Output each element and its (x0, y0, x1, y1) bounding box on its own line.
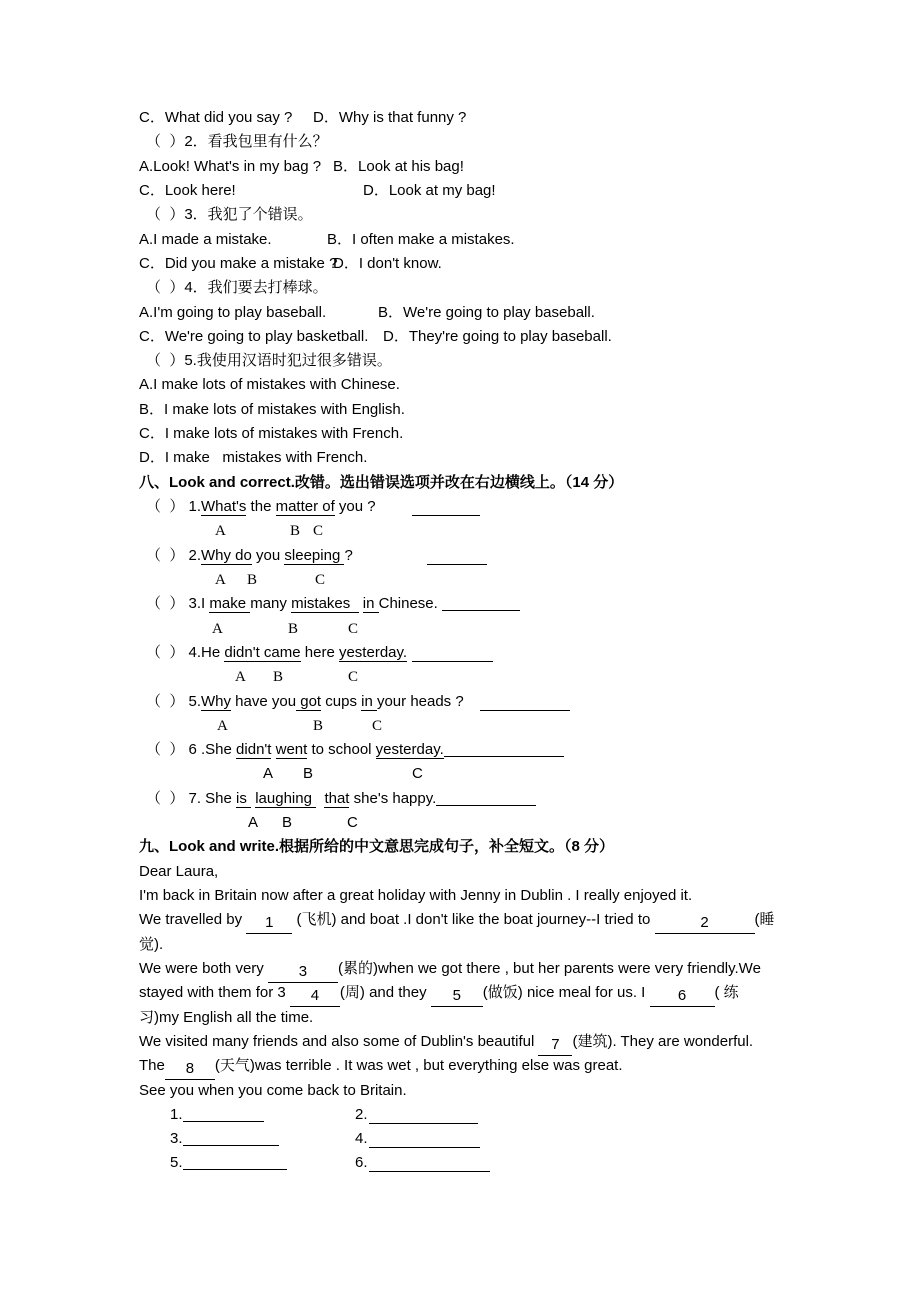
answer-row (139, 1151, 920, 1175)
option-line (139, 398, 920, 422)
text-segment: (建筑). They are wonderful. (572, 1032, 754, 1050)
answer-blank (183, 1103, 264, 1122)
text-segment: B (288, 620, 299, 637)
abc-row (139, 568, 920, 592)
answer-blank (444, 738, 564, 757)
text-segment: matter of (275, 498, 335, 515)
text-segment: 八、Look and correct.改错。选出错误选项并改在右边横线上。（14 分） (139, 473, 624, 491)
question-line (139, 738, 920, 762)
text-segment: （ ）2．看我包里有什么？ (146, 133, 328, 151)
option-line (139, 422, 920, 446)
text-segment: B．We're going to play baseball. (378, 303, 595, 321)
option-line (139, 373, 920, 397)
text-segment: C (315, 571, 326, 588)
prompt-line (139, 349, 920, 373)
letter-line (139, 1079, 920, 1103)
letter-line (139, 957, 920, 981)
letter-line (139, 1030, 920, 1054)
question-line (139, 495, 920, 519)
question-line (139, 787, 920, 811)
text-segment: to school (307, 741, 376, 759)
letter-line (139, 933, 920, 957)
answer-blank (427, 546, 487, 565)
text-segment: didn't came (224, 643, 301, 661)
option-line (139, 252, 920, 276)
text-segment: Why (201, 692, 232, 710)
numbered-blank-4: 4 (290, 988, 340, 1007)
text-segment: （ ） 4.He (146, 643, 225, 661)
text-segment: What's (201, 498, 247, 515)
text-segment: yesterday. (375, 741, 444, 759)
numbered-blank-7: 7 (538, 1037, 572, 1056)
text-segment: A (215, 523, 226, 540)
numbered-blank-1: 1 (246, 915, 292, 934)
text-segment: ( 练 (714, 984, 739, 1002)
answer-blank (183, 1127, 279, 1146)
text-segment: D．Why is that funny ? (313, 109, 467, 126)
text-segment: yesterday. (338, 643, 408, 661)
text-segment: We visited many friends and also some of Dublin's beautiful (139, 1032, 539, 1050)
letter-line (139, 1006, 920, 1030)
answer-blank (442, 592, 520, 611)
text-segment: A (248, 814, 259, 832)
text-segment: （ ）5.我使用汉语时犯过很多错误。 (146, 352, 392, 370)
text-segment: A.I make lots of mistakes with Chinese. (139, 376, 400, 394)
numbered-blank-8: 8 (165, 1061, 215, 1080)
text-segment: Dear Laura, (139, 862, 219, 880)
abc-row (139, 519, 920, 543)
text-segment: she's happy. (349, 789, 437, 807)
answer-blank (480, 692, 570, 711)
abc-row (139, 617, 920, 641)
text-segment: （ ） 1. (146, 498, 202, 515)
text-segment: We travelled by (139, 911, 247, 929)
letter-line (139, 908, 920, 932)
text-segment (271, 741, 275, 758)
letter-line (139, 860, 920, 884)
text-segment: A.I made a mistake. (139, 230, 272, 248)
text-segment: C (348, 620, 359, 637)
prompt-line (139, 276, 920, 300)
text-segment: 4. (355, 1130, 368, 1148)
text-segment: （ ） 6 .She (146, 741, 237, 759)
text-segment: laughing (255, 789, 317, 807)
text-segment: you ? (334, 498, 376, 515)
text-segment: I'm back in Britain now after a great holiday with Jenny in Dublin . I really enjoyed it. (139, 887, 693, 904)
letter-line (139, 884, 920, 908)
option-line (139, 446, 920, 470)
text-segment: many (250, 595, 292, 613)
text-segment: (天气)was terrible . It was wet , but everything else was great. (214, 1057, 623, 1075)
abc-row (139, 665, 920, 689)
text-segment: （ ）4．我们要去打棒球。 (146, 279, 328, 297)
text-segment: is (236, 789, 252, 807)
text-segment: (累的)when we got there , but her parents were very friendly.We (337, 959, 761, 977)
text-segment: C (412, 765, 423, 783)
text-segment: C (313, 523, 324, 540)
text-segment: （ ） 7. She (146, 789, 237, 807)
text-segment: in (361, 692, 377, 710)
text-segment: A.Look! What's in my bag ? (139, 157, 322, 175)
text-segment: ? (344, 546, 353, 564)
text-segment: C．Look here! (139, 181, 236, 199)
answer-blank (412, 497, 480, 516)
option-line (139, 301, 920, 325)
answer-blank (369, 1129, 480, 1148)
text-segment: (周) and they (339, 984, 431, 1002)
text-segment: （ ） 2. (146, 546, 202, 564)
text-segment: （ ）3．我犯了个错误。 (146, 206, 313, 224)
answer-blank (412, 643, 493, 662)
text-segment: have you (231, 692, 297, 710)
text-segment: 九、Look and write.根据所给的中文意思完成句子，补全短文。（8 分） (139, 838, 615, 856)
text-segment: you (251, 546, 285, 564)
text-segment: A (215, 571, 226, 588)
text-segment: sleeping (284, 546, 345, 564)
text-segment: 3. (170, 1130, 183, 1148)
answer-row (139, 1103, 920, 1127)
option-line (139, 155, 920, 179)
text-segment: C (347, 814, 358, 832)
text-segment: B (247, 571, 258, 588)
option-line (139, 106, 920, 130)
text-segment: （ ） 3.I (146, 595, 210, 613)
text-segment: D．I don't know. (333, 254, 442, 272)
numbered-blank-5: 5 (431, 988, 483, 1007)
document-body (139, 106, 920, 1176)
text-segment: The (139, 1057, 165, 1075)
text-segment: B．I often make a mistakes. (327, 230, 515, 248)
text-segment: (做饭) nice meal for us. I (482, 984, 650, 1002)
answer-blank (369, 1153, 490, 1172)
option-line (139, 179, 920, 203)
letter-line (139, 1054, 920, 1078)
text-segment: C．We're going to play basketball. (139, 327, 369, 345)
text-segment: here (300, 643, 339, 661)
text-segment: (睡 (754, 911, 775, 929)
text-segment: A (217, 717, 228, 734)
text-segment: B (282, 814, 293, 832)
text-segment: B (273, 669, 284, 686)
text-segment: went (275, 741, 308, 759)
text-segment: B．I make lots of mistakes with English. (139, 400, 405, 418)
question-line (139, 690, 920, 714)
text-segment: （ ） 5. (146, 692, 202, 710)
text-segment: 2. (355, 1105, 368, 1123)
prompt-line (139, 130, 920, 154)
text-segment: make (209, 595, 251, 613)
text-segment: B (303, 765, 314, 783)
answer-blank (369, 1105, 478, 1124)
section-heading (139, 471, 920, 495)
text-segment: A.I'm going to play baseball. (139, 303, 327, 321)
option-line (139, 325, 920, 349)
text-segment: C (348, 669, 359, 686)
text-segment: stayed with them for 3 (139, 984, 290, 1002)
prompt-line (139, 203, 920, 227)
text-segment: that (324, 789, 350, 807)
text-segment: got (296, 692, 322, 710)
letter-line (139, 981, 920, 1005)
text-segment: 5. (170, 1154, 183, 1172)
text-segment: 习)my English all the time. (139, 1008, 314, 1026)
answer-blank (436, 787, 536, 806)
answer-row (139, 1127, 920, 1151)
option-line (139, 228, 920, 252)
numbered-blank-3: 3 (268, 964, 338, 983)
abc-row (139, 811, 920, 835)
text-segment: 6. (355, 1154, 368, 1172)
text-segment: 1. (170, 1105, 183, 1123)
text-segment: the (246, 498, 276, 515)
text-segment: D．I make mistakes with French. (139, 449, 368, 467)
text-segment: We were both very (139, 959, 268, 977)
question-line (139, 592, 920, 616)
text-segment: (飞机) and boat .I don't like the boat journey--I tried to (292, 911, 655, 929)
numbered-blank-6: 6 (650, 988, 715, 1007)
text-segment: D．They're going to play baseball. (383, 327, 612, 345)
text-segment: Chinese. (378, 595, 442, 613)
text-segment: A (212, 620, 223, 637)
text-segment: D．Look at my bag! (363, 181, 496, 199)
text-segment: in (362, 595, 379, 613)
question-line (139, 641, 920, 665)
text-segment: C．I make lots of mistakes with French. (139, 425, 404, 443)
text-segment: B (290, 523, 301, 540)
text-segment: A (235, 669, 246, 686)
text-segment: See you when you come back to Britain. (139, 1081, 407, 1099)
section-heading (139, 835, 920, 859)
numbered-blank-2: 2 (655, 915, 755, 934)
text-segment: B．Look at his bag! (333, 157, 464, 175)
text-segment: B (313, 717, 324, 734)
text-segment: C．Did you make a mistake ? (139, 254, 338, 272)
abc-row (139, 762, 920, 786)
abc-row (139, 714, 920, 738)
text-segment: your heads ? (376, 692, 464, 710)
text-segment: A (263, 765, 274, 783)
text-segment: Why do (201, 546, 252, 564)
text-segment: cups (321, 692, 362, 710)
text-segment: 觉). (139, 935, 164, 953)
text-segment: C (372, 717, 383, 734)
answer-blank (183, 1151, 287, 1170)
text-segment: C．What did you say ? (139, 109, 293, 126)
question-line (139, 544, 920, 568)
text-segment: didn't (236, 741, 272, 759)
text-segment: mistakes (291, 595, 359, 613)
